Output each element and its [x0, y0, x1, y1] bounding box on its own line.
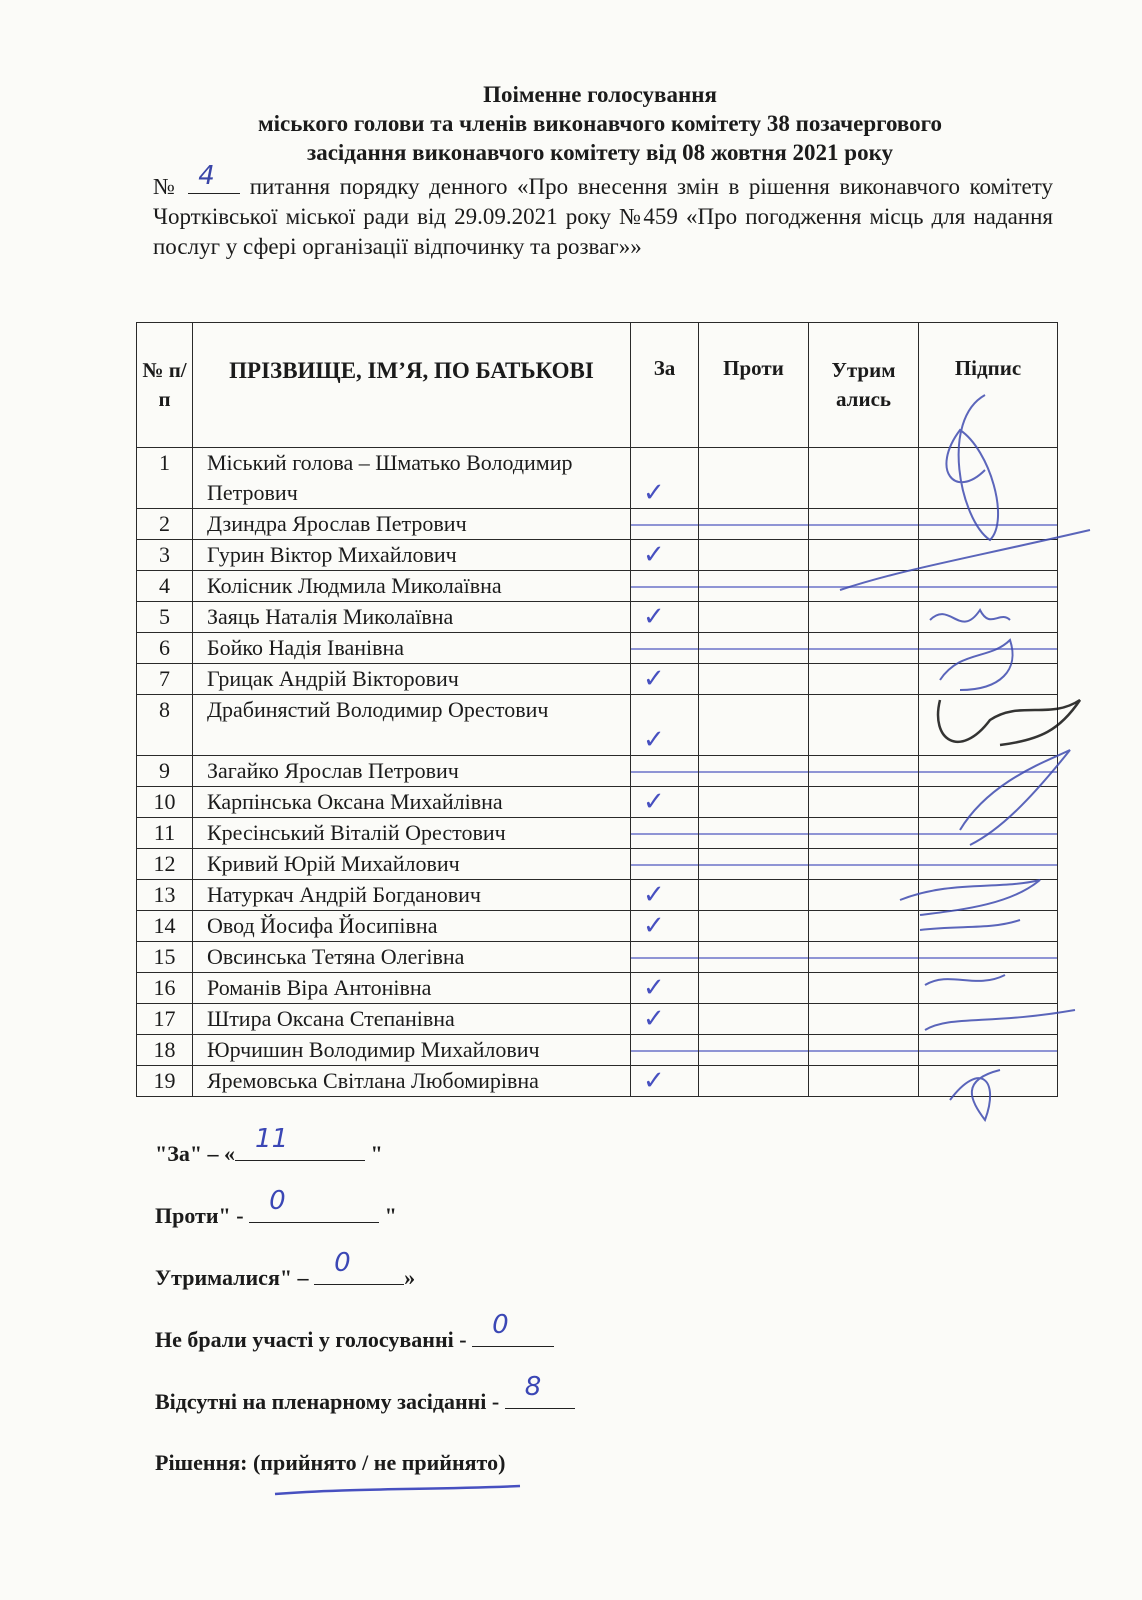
member-name: Кресінський Віталій Орестович: [193, 818, 631, 849]
result-against-value: 0: [269, 1186, 286, 1216]
row-number: 6: [137, 633, 193, 664]
table-row: [137, 633, 1058, 664]
row-number: 14: [137, 911, 193, 942]
strike-line: [919, 586, 1057, 588]
member-name: Бойко Надія Іванівна: [193, 633, 631, 664]
vote-abstained-cell: [809, 911, 919, 942]
strike-line: [919, 957, 1057, 959]
member-name: Гурин Віктор Михайлович: [193, 540, 631, 571]
table-header-row: [137, 323, 1058, 448]
check-mark-icon: ✓: [643, 602, 665, 632]
vote-abstained-cell: [809, 602, 919, 633]
vote-for-cell: [631, 509, 699, 540]
strike-line: [631, 1050, 698, 1052]
vote-abstained-cell: [809, 756, 919, 787]
check-mark-icon: ✓: [643, 973, 665, 1003]
table-row: [137, 818, 1058, 849]
vote-abstained-cell: [809, 664, 919, 695]
title-line-2: міського голови та членів виконавчого комітету 38 позачергового: [257, 111, 943, 136]
check-mark-icon: ✓: [643, 540, 665, 570]
vote-abstained-cell: [809, 633, 919, 664]
vote-against-cell: [699, 602, 809, 633]
check-mark-icon: ✓: [643, 478, 665, 508]
table-row: [137, 849, 1058, 880]
signature-cell: [919, 695, 1058, 756]
row-number: 10: [137, 787, 193, 818]
check-mark-icon: ✓: [643, 1066, 665, 1096]
header-against: Проти: [699, 323, 809, 448]
signature-cell: [919, 973, 1058, 1004]
title-line-1: Поіменне голосування: [483, 82, 717, 107]
vote-against-cell: [699, 942, 809, 973]
roll-call-table: [136, 322, 1058, 1097]
vote-for-cell: [631, 1035, 699, 1066]
table-row: [137, 602, 1058, 633]
table-row: [137, 880, 1058, 911]
strike-line: [809, 1050, 918, 1052]
row-number: 8: [137, 695, 193, 756]
vote-abstained-cell: [809, 973, 919, 1004]
row-number: 13: [137, 880, 193, 911]
strike-line: [919, 648, 1057, 650]
member-name: Загайко Ярослав Петрович: [193, 756, 631, 787]
result-for-value: 11: [255, 1124, 289, 1154]
vote-abstained-cell: [809, 787, 919, 818]
agenda-number-blank: [188, 161, 240, 194]
result-abstained-value: 0: [334, 1248, 351, 1278]
table-row: [137, 1035, 1058, 1066]
header-for: За: [631, 323, 699, 448]
vote-against-cell: [699, 1004, 809, 1035]
member-name: Натуркач Андрій Богданович: [193, 880, 631, 911]
table-row: [137, 973, 1058, 1004]
vote-for-cell: [631, 818, 699, 849]
strike-line: [919, 864, 1057, 866]
strike-line: [809, 648, 918, 650]
document-title: [140, 80, 1060, 167]
strike-line: [699, 524, 808, 526]
vote-for-cell: [631, 1004, 699, 1035]
vote-for-cell: [631, 695, 699, 756]
signature-cell: [919, 448, 1058, 509]
table-row: [137, 695, 1058, 756]
vote-against-cell: [699, 1035, 809, 1066]
member-name: Грицак Андрій Вікторович: [193, 664, 631, 695]
vote-against-cell: [699, 571, 809, 602]
row-number: 3: [137, 540, 193, 571]
row-number: 18: [137, 1035, 193, 1066]
member-name: Міський голова – Шматько Володимир Петрович: [193, 448, 631, 509]
strike-line: [809, 833, 918, 835]
result-not-voted-value: 0: [492, 1310, 509, 1340]
vote-for-cell: [631, 602, 699, 633]
table-row: [137, 756, 1058, 787]
vote-for-cell: [631, 633, 699, 664]
strike-line: [809, 771, 918, 773]
header-number: № п/п: [137, 323, 193, 448]
header-name: ПРІЗВИЩЕ, ІМ’Я, ПО БАТЬКОВІ: [193, 323, 631, 448]
strike-line: [699, 771, 808, 773]
agenda-number-handwritten: 4: [198, 161, 215, 191]
header-signature: Підпис: [919, 323, 1058, 448]
check-mark-icon: ✓: [643, 787, 665, 817]
strike-line: [631, 648, 698, 650]
check-mark-icon: ✓: [643, 911, 665, 941]
row-number: 5: [137, 602, 193, 633]
vote-against-cell: [699, 849, 809, 880]
vote-abstained-cell: [809, 571, 919, 602]
result-against: Проти" - 0 ": [155, 1186, 397, 1228]
vote-against-cell: [699, 695, 809, 756]
signature-cell: [919, 571, 1058, 602]
result-not-voted: Не брали участі у голосуванні - 0: [155, 1326, 554, 1353]
table-row: [137, 1066, 1058, 1097]
signature-cell: [919, 509, 1058, 540]
vote-for-cell: [631, 571, 699, 602]
vote-for-cell: [631, 787, 699, 818]
signature-cell: [919, 818, 1058, 849]
vote-abstained-cell: [809, 942, 919, 973]
vote-abstained-cell: [809, 880, 919, 911]
row-number: 17: [137, 1004, 193, 1035]
check-mark-icon: ✓: [643, 664, 665, 694]
member-name: Заяць Наталія Миколаївна: [193, 602, 631, 633]
strike-line: [919, 524, 1057, 526]
result-for: "За" – « 11 ": [155, 1124, 383, 1166]
number-sign: №: [153, 174, 179, 199]
signature-cell: [919, 880, 1058, 911]
vote-against-cell: [699, 633, 809, 664]
signature-cell: [919, 1004, 1058, 1035]
signature-cell: [919, 633, 1058, 664]
vote-against-cell: [699, 911, 809, 942]
result-absent-value: 8: [524, 1372, 542, 1402]
vote-for-cell: [631, 756, 699, 787]
signature-cell: [919, 1066, 1058, 1097]
row-number: 2: [137, 509, 193, 540]
vote-for-cell: [631, 664, 699, 695]
strike-line: [631, 524, 698, 526]
row-number: 11: [137, 818, 193, 849]
row-number: 1: [137, 448, 193, 509]
vote-for-cell: [631, 1066, 699, 1097]
signature-cell: [919, 911, 1058, 942]
vote-abstained-cell: [809, 849, 919, 880]
member-name: Овод Йосифа Йосипівна: [193, 911, 631, 942]
vote-for-cell: [631, 942, 699, 973]
decision-underline: [270, 1480, 530, 1500]
decision-line: Рішення: (прийнято / не прийнято): [155, 1450, 506, 1475]
table-row: [137, 942, 1058, 973]
member-name: Романів Віра Антонівна: [193, 973, 631, 1004]
strike-line: [699, 586, 808, 588]
signature-cell: [919, 787, 1058, 818]
row-number: 16: [137, 973, 193, 1004]
row-number: 15: [137, 942, 193, 973]
signature-cell: [919, 849, 1058, 880]
member-name: Овсинська Тетяна Олегівна: [193, 942, 631, 973]
vote-for-cell: [631, 973, 699, 1004]
vote-against-cell: [699, 787, 809, 818]
vote-against-cell: [699, 540, 809, 571]
member-name: Кривий Юрій Михайлович: [193, 849, 631, 880]
strike-line: [809, 957, 918, 959]
result-abstained: Утрималися" – 0 »: [155, 1248, 416, 1290]
signature-cell: [919, 602, 1058, 633]
vote-against-cell: [699, 509, 809, 540]
signature-cell: [919, 540, 1058, 571]
member-name: Дзиндра Ярослав Петрович: [193, 509, 631, 540]
signature-cell: [919, 756, 1058, 787]
signature-cell: [919, 942, 1058, 973]
strike-line: [919, 771, 1057, 773]
vote-against-cell: [699, 818, 809, 849]
title-line-3: засідання виконавчого комітету від 08 жовтня 2021 року: [306, 140, 894, 165]
agenda-item-description: питання порядку денного «Про внесення змін в рішення виконавчого комітету Чортківської міської ради від 29.09.2021 року №459 «Про погодження місць для надання послуг у сфері організації відпочинку та розваг»»: [153, 174, 1054, 259]
result-absent: Відсутні на пленарному засіданні - 8: [155, 1388, 575, 1415]
strike-line: [699, 648, 808, 650]
member-name: Юрчишин Володимир Михайлович: [193, 1035, 631, 1066]
strike-line: [631, 833, 698, 835]
member-name: Драбинястий Володимир Орестович: [193, 695, 631, 756]
vote-against-cell: [699, 756, 809, 787]
table-row: [137, 1004, 1058, 1035]
check-mark-icon: ✓: [643, 1004, 665, 1034]
strike-line: [809, 524, 918, 526]
table-row: [137, 787, 1058, 818]
member-name: Карпінська Оксана Михайлівна: [193, 787, 631, 818]
table-body: [137, 448, 1058, 1097]
vote-for-cell: [631, 540, 699, 571]
vote-abstained-cell: [809, 540, 919, 571]
table-row: [137, 509, 1058, 540]
vote-abstained-cell: [809, 1066, 919, 1097]
member-name: Колісник Людмила Миколаївна: [193, 571, 631, 602]
table-row: [137, 448, 1058, 509]
vote-abstained-cell: [809, 1004, 919, 1035]
strike-line: [919, 833, 1057, 835]
strike-line: [699, 864, 808, 866]
vote-abstained-cell: [809, 1035, 919, 1066]
strike-line: [809, 586, 918, 588]
vote-abstained-cell: [809, 818, 919, 849]
vote-abstained-cell: [809, 448, 919, 509]
vote-for-cell: [631, 448, 699, 509]
table-row: [137, 571, 1058, 602]
strike-line: [699, 833, 808, 835]
vote-against-cell: [699, 973, 809, 1004]
header-abstained: Утрим ались: [809, 323, 919, 448]
strike-line: [631, 771, 698, 773]
signature-cell: [919, 1035, 1058, 1066]
row-number: 4: [137, 571, 193, 602]
check-mark-icon: ✓: [643, 725, 665, 755]
strike-line: [631, 957, 698, 959]
strike-line: [631, 864, 698, 866]
row-number: 19: [137, 1066, 193, 1097]
strike-line: [919, 1050, 1057, 1052]
check-mark-icon: ✓: [643, 880, 665, 910]
table-row: [137, 911, 1058, 942]
vote-against-cell: [699, 880, 809, 911]
table-row: [137, 664, 1058, 695]
vote-abstained-cell: [809, 695, 919, 756]
vote-for-cell: [631, 911, 699, 942]
strike-line: [699, 957, 808, 959]
member-name: Яремовська Світлана Любомирівна: [193, 1066, 631, 1097]
vote-against-cell: [699, 448, 809, 509]
agenda-item-text: [153, 161, 1054, 262]
vote-for-cell: [631, 849, 699, 880]
row-number: 9: [137, 756, 193, 787]
vote-against-cell: [699, 664, 809, 695]
vote-against-cell: [699, 1066, 809, 1097]
row-number: 12: [137, 849, 193, 880]
vote-for-cell: [631, 880, 699, 911]
member-name: Штира Оксана Степанівна: [193, 1004, 631, 1035]
signature-cell: [919, 664, 1058, 695]
table-row: [137, 540, 1058, 571]
strike-line: [809, 864, 918, 866]
strike-line: [699, 1050, 808, 1052]
strike-line: [631, 586, 698, 588]
vote-abstained-cell: [809, 509, 919, 540]
row-number: 7: [137, 664, 193, 695]
